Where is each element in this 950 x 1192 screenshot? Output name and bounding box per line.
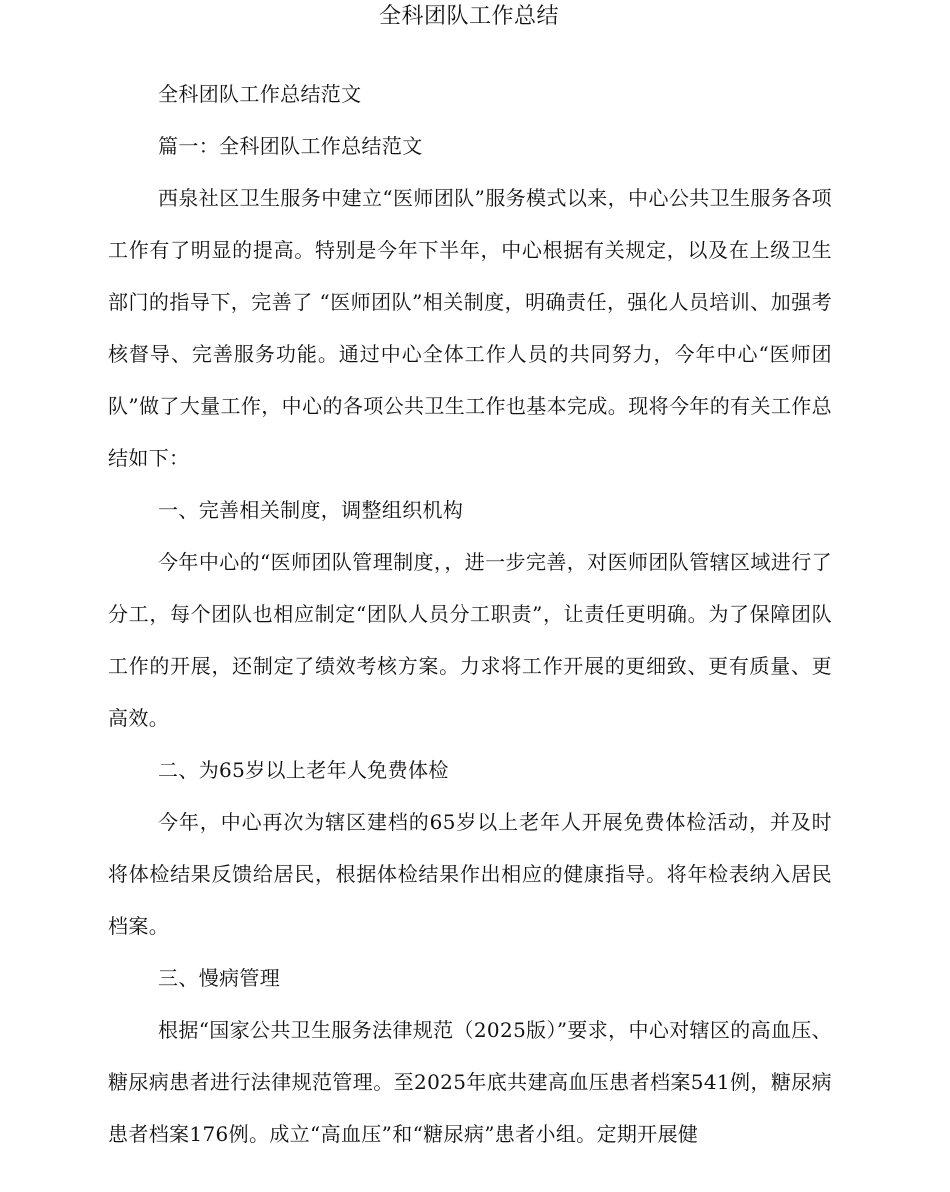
intro-paragraph: 西泉社区卫生服务中建立“医师团队”服务模式以来，中心公共卫生服务各项工作有了明显的提高。特别是今年下半年，中心根据有关规定，以及在上级卫生部门的指导下，完善了 “医师团队”相关制度，明确责任，强化人员培训、加强考核督导、完善服务功能。通过中心全体工作人员的共同努力，今年中心“医师团队”做了大量工作，中心的各项公共卫生工作也基本完成。现将今年的有关工作总结如下： [108, 186, 832, 470]
section-heading-3: 三、慢病管理 [158, 966, 281, 990]
chapter-heading: 篇一：全科团队工作总结范文 [158, 134, 423, 158]
section-heading-2: 二、为65岁以上老年人免费体检 [158, 758, 449, 782]
document-title: 全科团队工作总结 [378, 4, 559, 29]
section-3-paragraph: 根据“国家公共卫生服务法律规范（2025版）”要求，中心对辖区的高血压、糖尿病患者进行法律规范管理。至2025年底共建高血压患者档案541例，糖尿病患者档案176例。成立“高血压”和“糖尿病”患者小组。定期开展健 [108, 1018, 832, 1146]
section-2-paragraph: 今年，中心再次为辖区建档的65岁以上老年人开展免费体检活动，并及时将体检结果反馈给居民，根据体检结果作出相应的健康指导。将年检表纳入居民档案。 [108, 810, 832, 938]
section-heading-1: 一、完善相关制度，调整组织机构 [158, 498, 464, 522]
document-body [108, 68, 832, 1160]
subtitle-paragraph: 全科团队工作总结范文 [158, 82, 362, 106]
section-1-paragraph: 今年中心的“医师团队管理制度，，进一步完善，对医师团队管辖区域进行了分工，每个团队也相应制定“团队人员分工职责”，让责任更明确。为了保障团队工作的开展，还制定了绩效考核方案。力求将工作开展的更细致、更有质量、更高效。 [108, 550, 832, 730]
